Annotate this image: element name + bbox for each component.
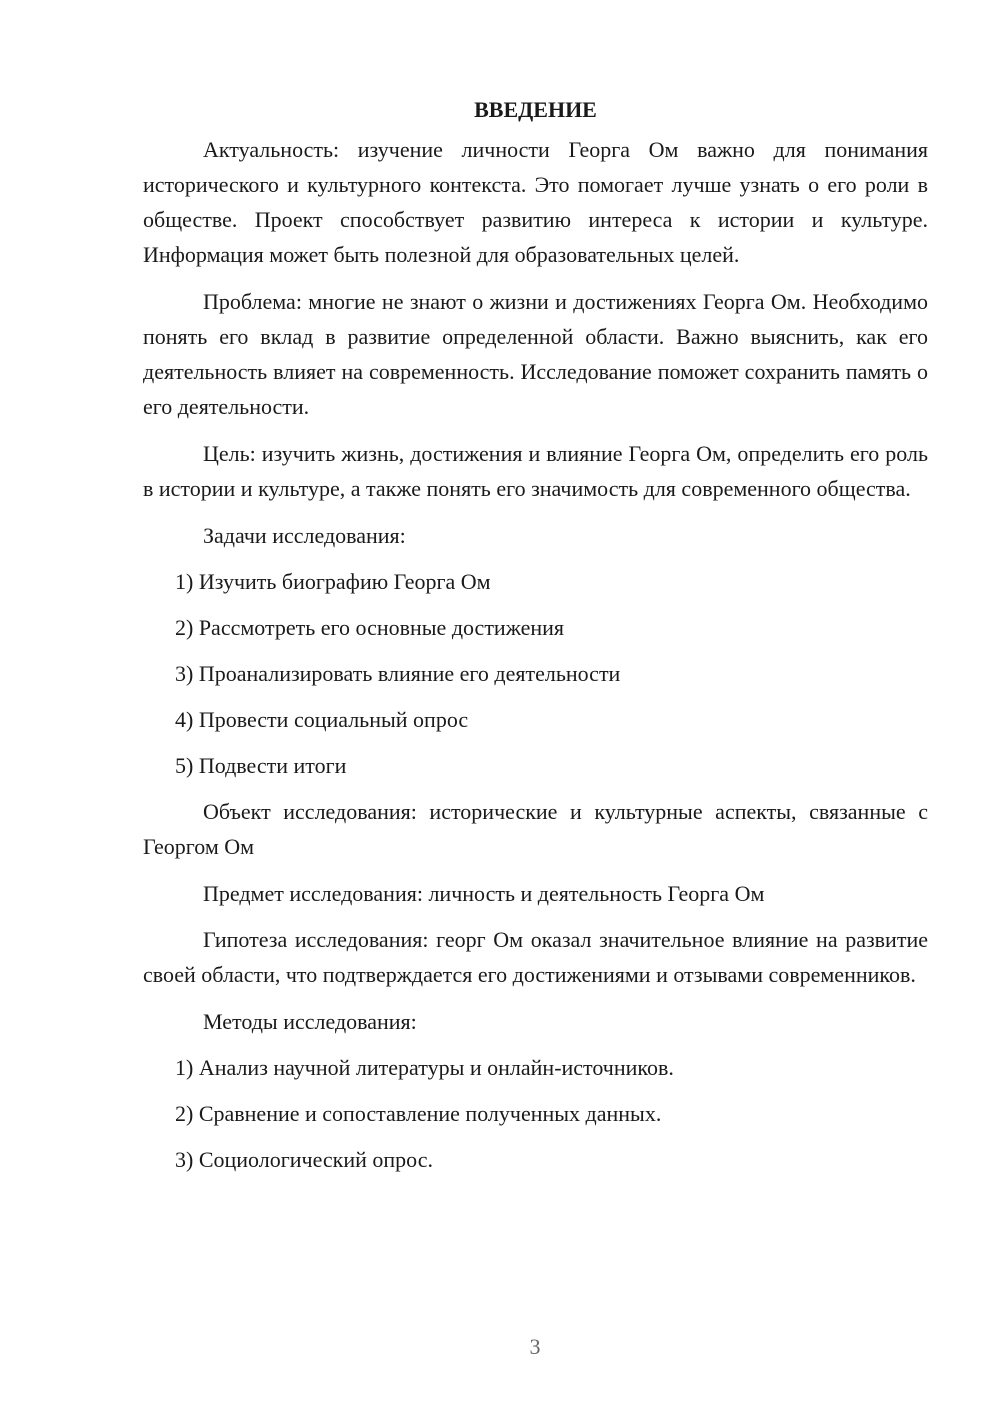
method-item: 1) Анализ научной литературы и онлайн-источников. bbox=[175, 1055, 674, 1080]
hypothesis-paragraph: Гипотеза исследования: георг Ом оказал значительное влияние на развитие своей области, что подтверждается его достижениями и отзывами современников. bbox=[143, 927, 928, 987]
task-item: 4) Провести социальный опрос bbox=[175, 707, 469, 732]
method-item: 2) Сравнение и сопоставление полученных данных. bbox=[175, 1101, 662, 1126]
section-title: ВВЕДЕНИЕ bbox=[474, 97, 597, 122]
object-paragraph: Объект исследования: исторические и культурные аспекты, связанные с Георгом Ом bbox=[143, 799, 928, 859]
task-item: 1) Изучить биографию Георга Ом bbox=[175, 569, 491, 594]
subject-paragraph: Предмет исследования: личность и деятельность Георга Ом bbox=[203, 881, 765, 906]
task-item: 2) Рассмотреть его основные достижения bbox=[175, 615, 565, 640]
goal-paragraph: Цель: изучить жизнь, достижения и влияние Георга Ом, определить его роль в истории и культуре, а также понять его значимость для современного общества. bbox=[143, 441, 928, 501]
relevance-paragraph: Актуальность: изучение личности Георга Ом важно для понимания исторического и культурного контекста. Это помогает лучше узнать о его роли в обществе. Проект способствует развитию интереса к истории и культуре. Информация может быть полезной для образовательных целей. bbox=[143, 137, 928, 267]
tasks-heading: Задачи исследования: bbox=[203, 523, 406, 548]
task-item: 5) Подвести итоги bbox=[175, 753, 347, 778]
method-item: 3) Социологический опрос. bbox=[175, 1147, 433, 1172]
document-page bbox=[143, 92, 928, 1188]
problem-paragraph: Проблема: многие не знают о жизни и достижениях Георга Ом. Необходимо понять его вклад в развитие определенной области. Важно выяснить, как его деятельность влияет на современность. Исследование поможет сохранить память о его деятельности. bbox=[143, 289, 928, 419]
methods-heading: Методы исследования: bbox=[203, 1009, 417, 1034]
page-number: 3 bbox=[529, 1334, 541, 1359]
task-item: 3) Проанализировать влияние его деятельности bbox=[175, 661, 621, 686]
